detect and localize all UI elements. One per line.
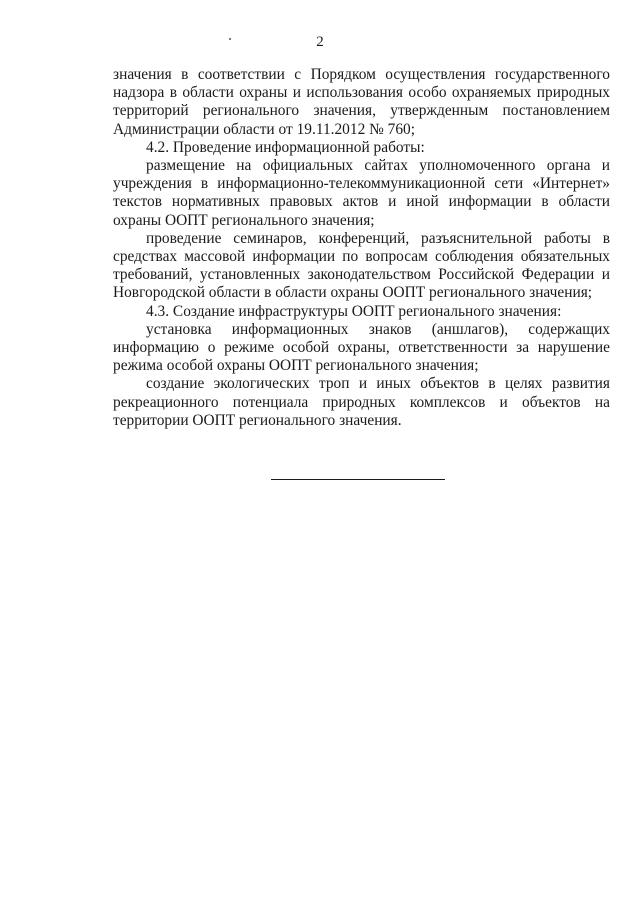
paragraph-website-publishing: размещение на официальных сайтах уполномоченного органа и учреждения в информационно-телекоммуникационной сети «Интернет» текстов нормативных правовых актов и иной информации в области охраны ООПТ регионального значения;	[113, 157, 610, 229]
paragraph-continuation: значения в соответствии с Порядком осуществления государственного надзора в области охраны и использования особо охраняемых природных территорий регионального значения, утвержденным постановлением Администрации области от 19.11.2012 № 760;	[113, 66, 610, 138]
section-heading-4-3: 4.3. Создание инфраструктуры ООПТ регионального значения:	[146, 302, 562, 320]
scan-speck	[229, 38, 231, 40]
section-heading-4-2: 4.2. Проведение информационной работы:	[146, 138, 425, 156]
document-body	[113, 66, 610, 430]
paragraph-seminars: проведение семинаров, конференций, разъяснительной работы в средствах массовой информации по вопросам соблюдения обязательных требований, установленных законодательством Российской Федерации и Новгородской области в области охраны ООПТ регионального значения;	[113, 229, 610, 302]
page-number: 2	[316, 34, 324, 50]
paragraph-eco-trails: создание экологических троп и иных объектов в целях развития рекреационного потенциала природных комплексов и объектов на территории ООПТ регионального значения.	[113, 375, 610, 429]
paragraph-info-signs: установка информационных знаков (аншлагов), содержащих информацию о режиме особой охраны, ответственности за нарушение режима особой охраны ООПТ регионального значения;	[113, 320, 610, 375]
closing-rule	[271, 479, 445, 480]
